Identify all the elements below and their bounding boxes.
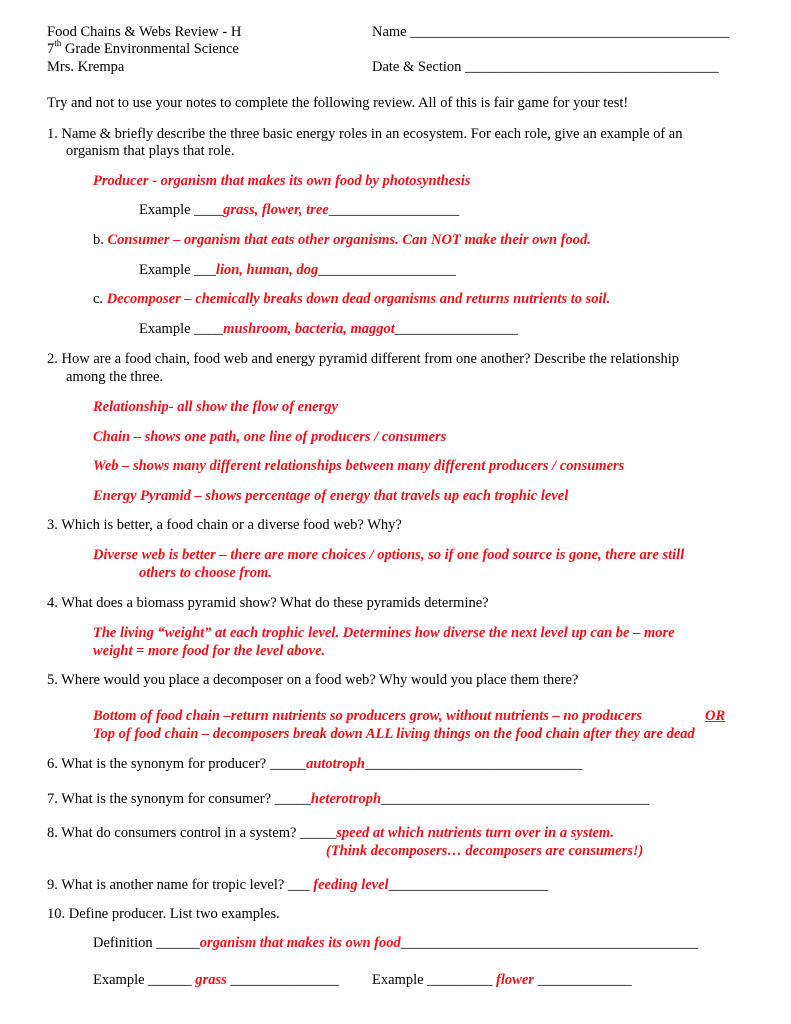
- q6-line: [47, 756, 582, 773]
- q7-answer: heterotroph: [310, 791, 382, 807]
- q3-answer-line2: others to choose from.: [139, 565, 272, 581]
- q10-example-1: [93, 972, 339, 989]
- q8-answer-line2: (Think decomposers… decomposers are consumers!): [326, 843, 644, 859]
- q9-blank: ______________________: [388, 877, 549, 893]
- grade-suffix: th: [54, 38, 62, 49]
- q9-question: 9. What is another name for tropic level? ___: [47, 877, 314, 893]
- q8-line: [47, 825, 614, 842]
- q4-answer-line2: weight = more food for the level above.: [93, 643, 326, 659]
- q1-producer-answer: Producer - organism that makes its own food by photosynthesis: [93, 173, 471, 189]
- q6-blank: ______________________________: [364, 756, 583, 772]
- q1-consumer-example: [139, 262, 456, 279]
- q1-consumer: [93, 232, 591, 249]
- example-blank: _____________: [533, 972, 632, 988]
- q10-example-2: [372, 972, 632, 989]
- q8-question: 8. What do consumers control in a system? _____: [47, 825, 337, 841]
- q1-line1: 1. Name & briefly describe the three basic energy roles in an ecosystem. For each role, give an example of an: [47, 126, 683, 142]
- q1-decomposer-answer: Decomposer – chemically breaks down dead organisms and returns nutrients to soil.: [106, 291, 611, 307]
- q2-answer-web: Web – shows many different relationships between many different producers / consumers: [93, 458, 625, 474]
- example-label: Example ____: [139, 202, 224, 218]
- q5-or: OR: [705, 708, 726, 724]
- q4-answer-line1: The living “weight” at each trophic level. Determines how diverse the next level up can be – more: [93, 625, 675, 641]
- definition-label: Definition ______: [93, 935, 200, 951]
- instructions: Try and not to use your notes to complete the following review. All of this is fair game for your test!: [47, 95, 629, 111]
- example-blank: __________________: [328, 202, 460, 218]
- q2-answer-pyramid: Energy Pyramid – shows percentage of energy that travels up each trophic level: [93, 488, 569, 504]
- q3-answer-line1: Diverse web is better – there are more choices / options, so if one food source is gone, there are still: [93, 547, 685, 563]
- q1-decomposer-example: [139, 321, 518, 338]
- example-label: Example ____: [139, 321, 224, 337]
- q2-line1: 2. How are a food chain, food web and energy pyramid different from one another? Describe the relationship: [47, 351, 680, 367]
- teacher-name: Mrs. Krempa: [47, 59, 125, 75]
- example-answer: mushroom, bacteria, maggot: [223, 321, 395, 337]
- q10-question: 10. Define producer. List two examples.: [47, 906, 280, 922]
- example-label: Example _________: [372, 972, 497, 988]
- example-blank: _______________: [226, 972, 340, 988]
- item-label: b.: [93, 232, 108, 248]
- q9-answer: feeding level: [313, 877, 389, 893]
- q6-answer: autotroph: [306, 756, 365, 772]
- course-name: Grade Environmental Science: [61, 41, 239, 57]
- example-label: Example ___: [139, 262, 216, 278]
- example-answer: flower: [496, 972, 534, 988]
- example-label: Example ______: [93, 972, 196, 988]
- q8-answer-line1: speed at which nutrients turn over in a system.: [336, 825, 614, 841]
- q3-question: 3. Which is better, a food chain or a diverse food web? Why?: [47, 517, 402, 533]
- example-blank: ___________________: [318, 262, 457, 278]
- q5-answer-line1: Bottom of food chain –return nutrients so producers grow, without nutrients – no producers: [93, 708, 642, 724]
- q10-definition: [93, 935, 698, 952]
- q2-answer-relationship: Relationship- all show the flow of energy: [93, 399, 338, 415]
- example-answer: grass: [195, 972, 227, 988]
- q5-answer-line2: Top of food chain – decomposers break down ALL living things on the food chain after they are dead: [93, 726, 695, 742]
- example-answer: lion, human, dog: [215, 262, 319, 278]
- q1-line2: organism that plays that role.: [66, 143, 235, 159]
- q6-question: 6. What is the synonym for producer? _____: [47, 756, 307, 772]
- q7-question: 7. What is the synonym for consumer? _____: [47, 791, 311, 807]
- q1-decomposer: [93, 291, 610, 308]
- name-field[interactable]: Name ____________________________________________: [372, 24, 730, 40]
- q2-answer-chain: Chain – shows one path, one line of producers / consumers: [93, 429, 447, 445]
- definition-answer: organism that makes its own food: [199, 935, 401, 951]
- q7-line: [47, 791, 649, 808]
- q1-consumer-answer: Consumer – organism that eats other organisms. Can NOT make their own food.: [107, 232, 591, 248]
- example-answer: grass, flower, tree: [223, 202, 329, 218]
- definition-blank: _________________________________________: [400, 935, 699, 951]
- date-section-field[interactable]: Date & Section ___________________________________: [372, 59, 719, 75]
- q4-question: 4. What does a biomass pyramid show? What do these pyramids determine?: [47, 595, 489, 611]
- q7-blank: _____________________________________: [381, 791, 650, 807]
- q2-line2: among the three.: [66, 369, 164, 385]
- grade-number: 7: [47, 41, 55, 57]
- course-line: [47, 38, 239, 58]
- example-blank: _________________: [394, 321, 519, 337]
- q5-question: 5. Where would you place a decomposer on a food web? Why would you place them there?: [47, 672, 579, 688]
- q1-producer-example: [139, 202, 459, 219]
- item-label: c.: [93, 291, 107, 307]
- q9-line: [47, 877, 548, 894]
- worksheet-title: Food Chains & Webs Review - H: [47, 24, 242, 40]
